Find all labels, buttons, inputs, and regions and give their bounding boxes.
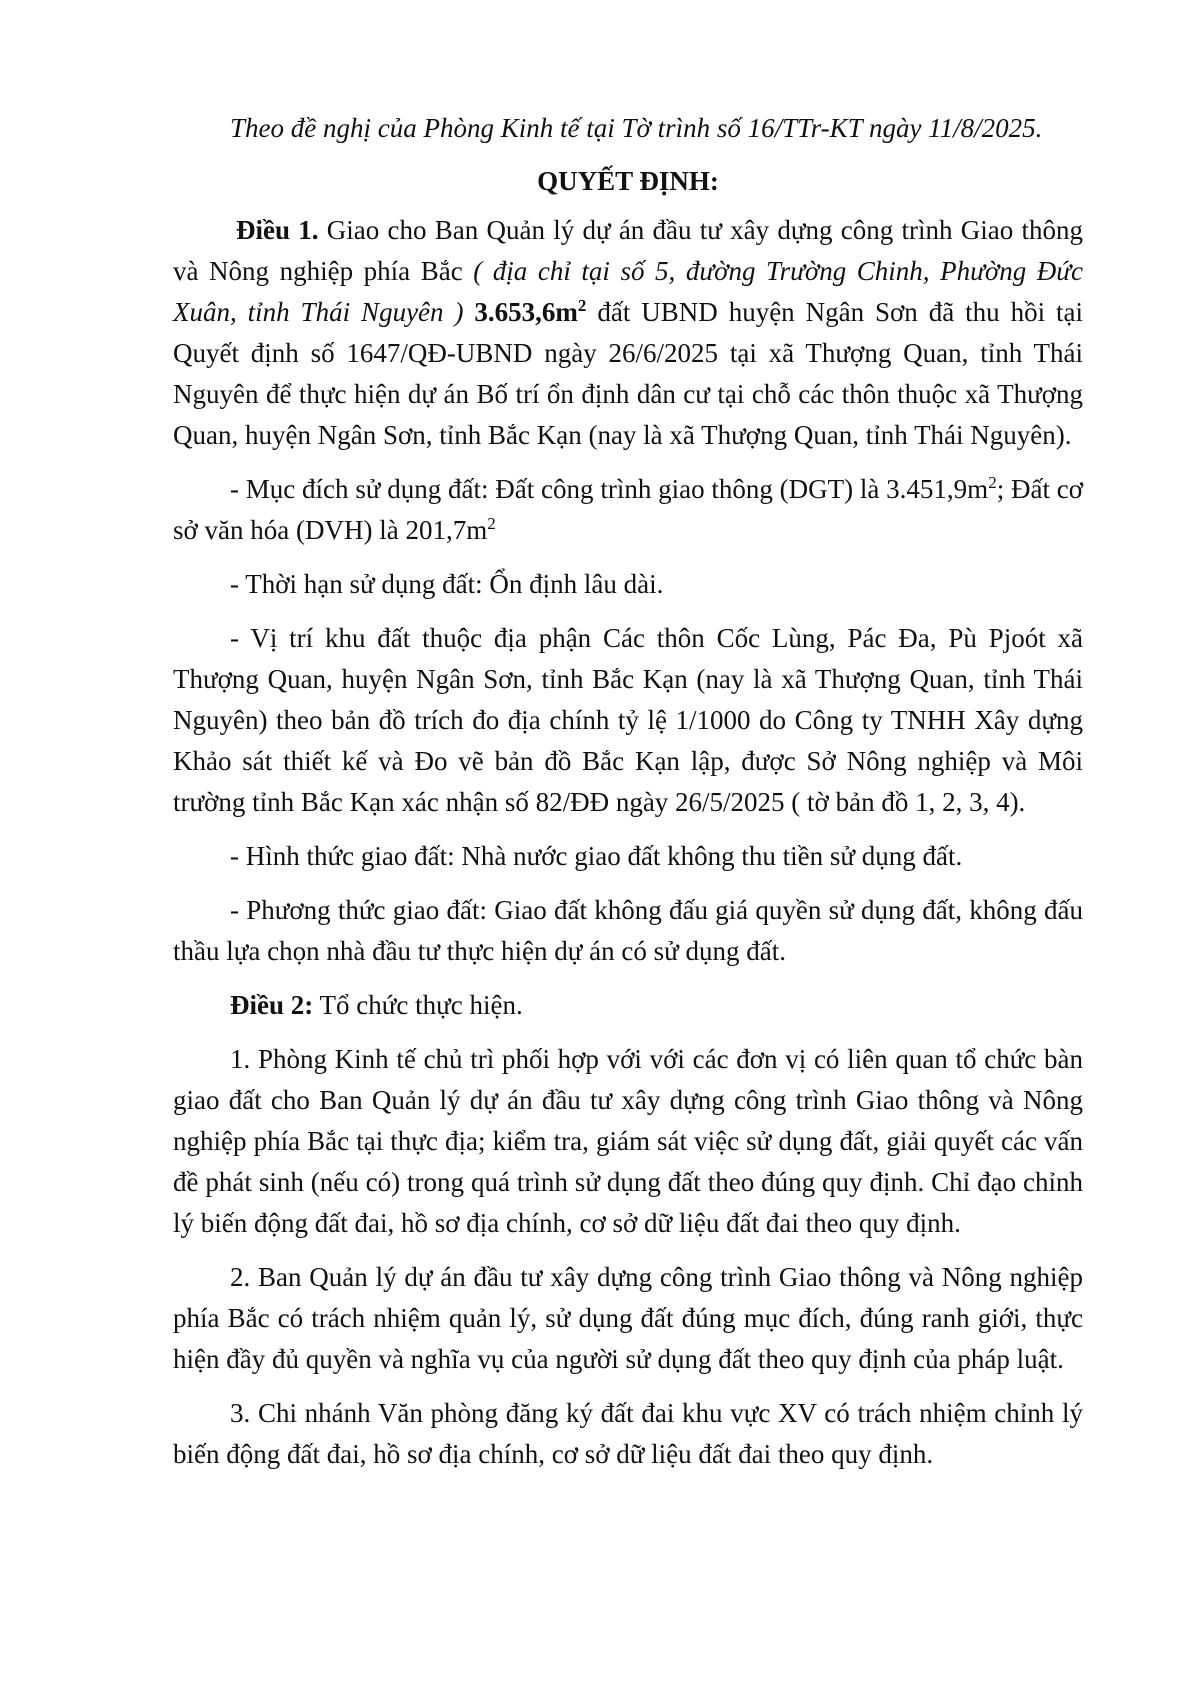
article-2-title: Tổ chức thực hiện. xyxy=(313,990,523,1020)
article-1-location: - Vị trí khu đất thuộc địa phận Các thôn Cốc Lùng, Pác Đa, Pù Pjoót xã Thượng Quan, huyện Ngân Sơn, tỉnh Bắc Kạn (nay là xã Thượng Quan, tỉnh Thái Nguyên) theo bản đồ trích đo địa chính tỷ lệ 1/1000 do Công ty TNHH Xây dựng Khảo sát thiết kế và Đo vẽ bản đồ Bắc Kạn lập, được Sở Nông nghiệp và Môi trường tỉnh Bắc Kạn xác nhận số 82/ĐĐ ngày 26/5/2025 ( tờ bản đồ 1, 2, 3, 4). xyxy=(173,623,1083,817)
article-1-address: ( địa chỉ tại số 5, đường Trường Chinh, Phường Đức Xuân, tỉnh Thái Nguyên ) xyxy=(173,256,1084,327)
article-1-form: - Hình thức giao đất: Nhà nước giao đất không thu tiền sử dụng đất. xyxy=(230,841,963,871)
intro-line: Theo đề nghị của Phòng Kinh tế tại Tờ trình số 16/TTr-KT ngày 11/8/2025. xyxy=(230,113,1043,143)
article-1-text-b: đất UBND huyện Ngân Sơn đã thu hồi tại Quyết định số 1647/QĐ-UBND ngày 26/6/2025 tại xã Thượng Quan, tỉnh Thái Nguyên để thực hiện dự án Bố trí ổn định dân cư tại chỗ các thôn thuộc xã Thượng Quan, huyện Ngân Sơn, tỉnh Bắc Kạn (nay là xã Thượng Quan, tỉnh Thái Nguyên). xyxy=(173,297,1084,450)
article-1-method: - Phương thức giao đất: Giao đất không đấu giá quyền sử dụng đất, không đấu thầu lựa chọn nhà đầu tư thực hiện dự án có sử dụng đất. xyxy=(173,895,1083,966)
article-1-purpose: - Mục đích sử dụng đất: Đất công trình giao thông (DGT) là $3.451,9m^2$; Đất cơ sở văn hóa (DVH) là $201,7m^2$ xyxy=(173,473,1083,545)
article-2-item-1: 1. Phòng Kinh tế chủ trì phối hợp với với các đơn vị có liên quan tổ chức bàn giao đất cho Ban Quản lý dự án đầu tư xây dựng công trình Giao thông và Nông nghiệp phía Bắc tại thực địa; kiểm tra, giám sát việc sử dụng đất, giải quyết các vấn đề phát sinh (nếu có) trong quá trình sử dụng đất theo đúng quy định. Chỉ đạo chỉnh lý biến động đất đai, hồ sơ địa chính, cơ sở dữ liệu đất đai theo quy định. xyxy=(173,1044,1083,1238)
article-1-duration: - Thời hạn sử dụng đất: Ổn định lâu dài. xyxy=(230,569,664,599)
document-page xyxy=(173,108,1083,1475)
article-1-paragraph xyxy=(173,210,1083,456)
article-2-item-2: 2. Ban Quản lý dự án đầu tư xây dựng công trình Giao thông và Nông nghiệp phía Bắc có trách nhiệm quản lý, sử dụng đất đúng mục đích, đúng ranh giới, thực hiện đầy đủ quyền và nghĩa vụ của người sử dụng đất theo quy định của pháp luật. xyxy=(173,1262,1083,1374)
article-2-heading xyxy=(173,985,1083,1026)
article-1-text-a: Giao cho Ban Quản lý dự án đầu tư xây dựng công trình Giao thông và Nông nghiệp phía Bắc xyxy=(173,215,1083,286)
article-1-label: Điều 1. xyxy=(236,215,319,245)
decision-heading: QUYẾT ĐỊNH: xyxy=(537,166,719,196)
article-1-area: $3.653,6m^2$ xyxy=(463,296,587,327)
article-2-item-3: 3. Chi nhánh Văn phòng đăng ký đất đai khu vực XV có trách nhiệm chỉnh lý biến động đất đai, hồ sơ địa chính, cơ sở dữ liệu đất đai theo quy định. xyxy=(173,1398,1083,1469)
article-2-label: Điều 2: xyxy=(230,990,314,1020)
